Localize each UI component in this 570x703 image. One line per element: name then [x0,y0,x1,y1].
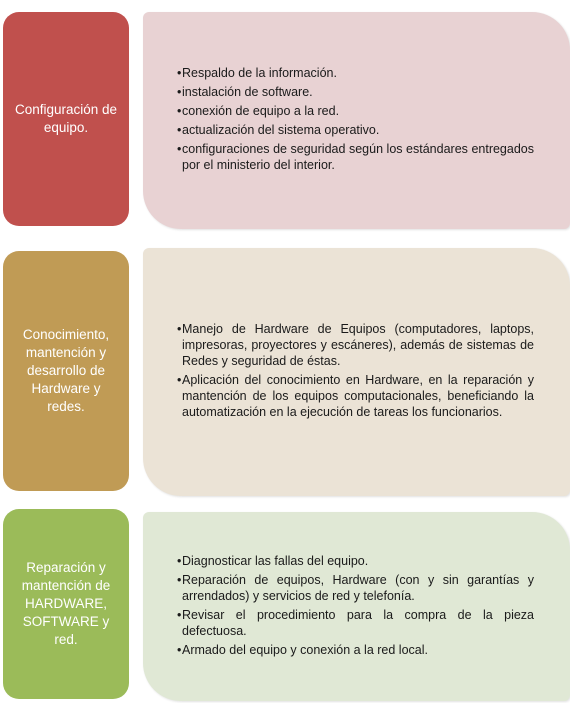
bullet-icon: • [177,142,182,156]
item-text: instalación de software. [182,85,313,99]
list-item [172,572,534,604]
label-box-conocimiento [3,251,129,491]
item-text: Reparación de equipos, Hardware (con y sin garantías y arrendados) y servicios de red y telefonía. [182,572,534,603]
item-text: conexión de equipo a la red. [182,104,340,118]
bullet-icon: • [177,104,182,118]
bullet-icon: • [177,123,182,137]
item-text: actualización del sistema operativo. [182,123,380,137]
label-configuracion: Configuración de equipo. [14,102,118,135]
items-list-reparacion [143,553,570,661]
list-item [172,321,534,369]
list-item [172,84,534,100]
list-item [172,103,534,119]
items-list-conocimiento [143,321,570,423]
item-text: Revisar el procedimiento para la compra de la pieza defectuosa. [182,607,534,638]
list-item [172,553,534,569]
label-reparacion: Reparación y mantención de HARDWARE, SOFTWARE y red. [21,560,111,647]
list-item [172,141,534,173]
bullet-icon: • [177,322,182,336]
item-text: Aplicación del conocimiento en Hardware, en la reparación y mantención de los equipos computacionales, beneficiando la automatización en la ejecución de tareas los funcionarios. [182,373,534,419]
bullet-icon: • [177,373,182,387]
item-text: Armado del equipo y conexión a la red local. [182,642,428,657]
label-conocimiento: Conocimiento, mantención y desarrollo de Hardware y redes. [22,327,110,414]
bullet-icon: • [177,572,182,587]
bullet-icon: • [177,553,182,568]
label-box-configuracion [3,12,129,226]
list-item [172,607,534,639]
content-box-conocimiento [143,248,570,496]
bullet-icon: • [177,85,182,99]
content-box-reparacion [143,512,570,701]
list-item [172,642,534,658]
content-box-configuracion [143,12,570,229]
list-item [172,372,534,420]
bullet-icon: • [177,66,182,80]
item-text: configuraciones de seguridad según los estándares entregados por el ministerio del interior. [182,142,534,172]
item-text: Respaldo de la información. [182,66,337,80]
bullet-icon: • [177,642,182,657]
bullet-icon: • [177,607,182,622]
items-list-configuracion [143,65,570,176]
item-text: Manejo de Hardware de Equipos (computadores, laptops, impresoras, proyectores y escáneres), además de sistemas de Redes y seguridad de éstas. [182,322,534,368]
list-item [172,122,534,138]
list-item [172,65,534,81]
label-box-reparacion [3,509,129,699]
item-text: Diagnosticar las fallas del equipo. [182,553,369,568]
